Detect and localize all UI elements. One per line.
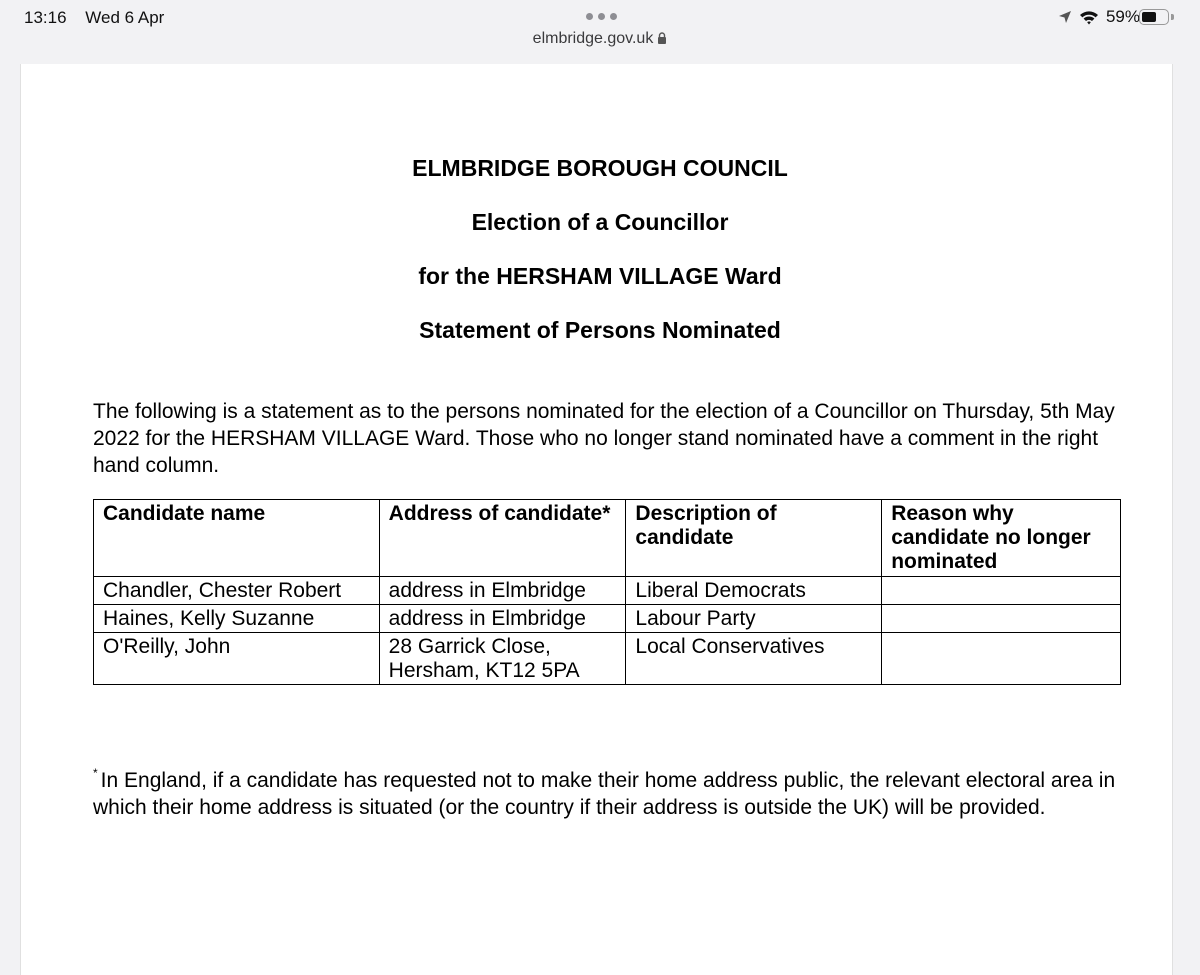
candidate-name: Haines, Kelly Suzanne xyxy=(94,605,380,633)
url-bar[interactable] xyxy=(0,30,1200,48)
statement-title: Statement of Persons Nominated xyxy=(419,317,781,343)
footnote xyxy=(93,760,1133,821)
nominations-table xyxy=(93,499,1121,685)
location-arrow-icon xyxy=(1058,10,1072,24)
status-time: 13:16 xyxy=(24,8,67,27)
battery-percent: 59% xyxy=(1105,7,1140,26)
footnote-text: In England, if a candidate has requested not to make their home address public, the relevant electoral area in which their home address is situated (or the country if their address is outside the UK) will be provided. xyxy=(93,769,1116,819)
battery-icon xyxy=(1139,9,1169,25)
candidate-address: address in Elmbridge xyxy=(379,605,626,633)
candidate-reason xyxy=(882,633,1121,685)
ward-title: for the HERSHAM VILLAGE Ward xyxy=(418,263,782,289)
header-description: Description of candidate xyxy=(626,500,882,577)
table-row xyxy=(94,633,1121,685)
table-row xyxy=(94,605,1121,633)
candidate-description: Local Conservatives xyxy=(626,633,882,685)
candidate-description: Labour Party xyxy=(626,605,882,633)
candidate-description: Liberal Democrats xyxy=(626,577,882,605)
status-date: Wed 6 Apr xyxy=(85,8,165,27)
table-row xyxy=(94,577,1121,605)
status-right xyxy=(1058,7,1140,27)
header-candidate-name: Candidate name xyxy=(94,500,380,577)
candidate-address: address in Elmbridge xyxy=(379,577,626,605)
candidate-address: 28 Garrick Close, Hersham, KT12 5PA xyxy=(379,633,626,685)
header-reason: Reason why candidate no longer nominated xyxy=(882,500,1121,577)
multitasking-dots-icon[interactable] xyxy=(586,13,617,20)
intro-paragraph: The following is a statement as to the persons nominated for the election of a Councillor on Thursday, 5th May 2022 for the HERSHAM VILLAGE Ward. Those who no longer stand nominated have a comment in the right hand column. xyxy=(93,400,1115,477)
battery-cap xyxy=(1171,14,1174,20)
candidate-reason xyxy=(882,605,1121,633)
council-title: ELMBRIDGE BOROUGH COUNCIL xyxy=(412,155,788,181)
election-subtitle: Election of a Councillor xyxy=(471,209,729,235)
candidate-name: Chandler, Chester Robert xyxy=(94,577,380,605)
wifi-icon xyxy=(1079,10,1099,25)
url-text[interactable]: elmbridge.gov.uk xyxy=(532,30,654,47)
battery-level-fill xyxy=(1142,12,1156,22)
footnote-marker: * xyxy=(93,766,98,780)
lock-icon xyxy=(657,32,667,44)
table-header-row xyxy=(94,500,1121,577)
candidate-reason xyxy=(882,577,1121,605)
header-address: Address of candidate* xyxy=(379,500,626,577)
status-left xyxy=(24,8,178,28)
candidate-name: O'Reilly, John xyxy=(94,633,380,685)
status-bar xyxy=(0,0,1200,34)
